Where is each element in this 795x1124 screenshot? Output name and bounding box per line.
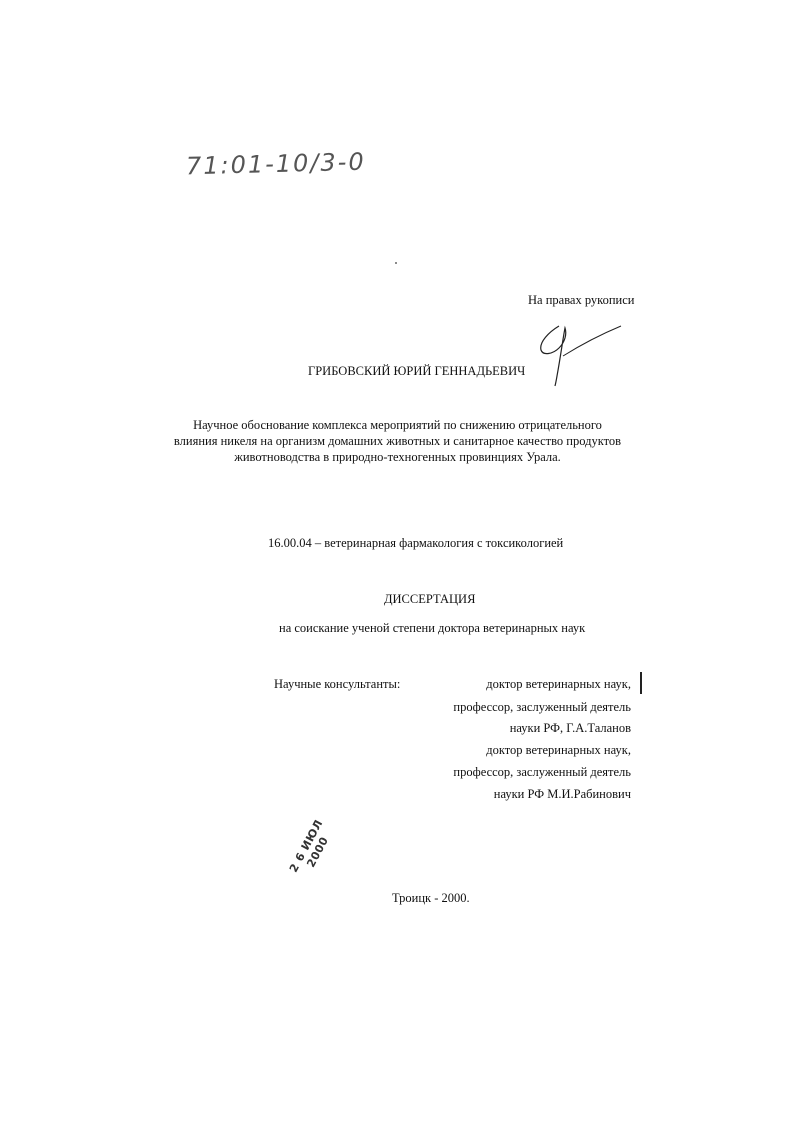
title-line: Научное обоснование комплекса мероприятий по снижению отрицательного bbox=[193, 418, 602, 432]
consultant-line: науки РФ, Г.А.Таланов bbox=[509, 721, 631, 735]
consultant-line: доктор ветеринарных наук, bbox=[486, 677, 631, 691]
degree-sought: на соискание ученой степени доктора ветеринарных наук bbox=[279, 621, 586, 635]
title-line: влияния никеля на организм домашних животных и санитарное качество продуктов bbox=[173, 434, 622, 448]
consultants-label: Научные консультанты: bbox=[274, 677, 401, 691]
place-and-year: Троицк - 2000. bbox=[392, 891, 470, 905]
speck bbox=[395, 262, 397, 264]
date-stamp: 2 6 ИЮЛ 2000 bbox=[286, 817, 332, 875]
consultant-line: науки РФ М.И.Рабинович bbox=[493, 787, 631, 801]
author-name: ГРИБОВСКИЙ ЮРИЙ ГЕННАДЬЕВИЧ bbox=[308, 364, 526, 378]
specialty: 16.00.04 – ветеринарная фармакология с токсикологией bbox=[268, 536, 564, 550]
consultant-line: профессор, заслуженный деятель bbox=[453, 700, 631, 714]
rights-note: На правах рукописи bbox=[528, 293, 635, 307]
archive-number-handwritten: 71:01-10/3-0 bbox=[185, 147, 366, 181]
signature-graphic bbox=[535, 318, 625, 388]
document-type: ДИССЕРТАЦИЯ bbox=[384, 592, 476, 606]
margin-mark bbox=[640, 672, 642, 694]
consultant-line: профессор, заслуженный деятель bbox=[453, 765, 631, 779]
consultant-line: доктор ветеринарных наук, bbox=[486, 743, 631, 757]
title-line: животноводства в природно-техногенных провинциях Урала. bbox=[234, 450, 561, 464]
